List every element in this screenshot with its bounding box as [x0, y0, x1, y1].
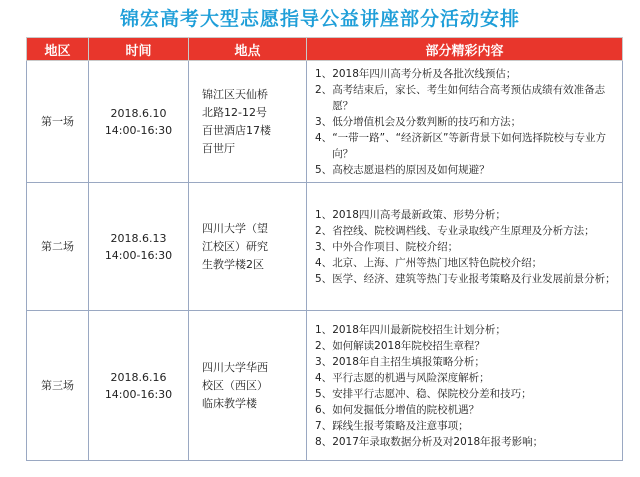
- session-date: 2018.6.10: [110, 106, 167, 120]
- list-item: 3、 2018年自主招生填报策略分析；: [315, 355, 485, 368]
- header-place: 地点: [189, 38, 307, 61]
- session-date: 2018.6.13: [110, 231, 167, 245]
- place-line: 北路12-12号: [202, 105, 267, 119]
- table-row: [27, 61, 623, 183]
- header-area: 地区: [27, 38, 89, 61]
- header-time: 时间: [89, 38, 189, 61]
- place-line: 生教学楼2区: [202, 257, 264, 271]
- list-item: 1、 2018年四川最新院校招生计划分析；: [315, 323, 506, 336]
- session-content: [307, 183, 623, 311]
- place-line: 校区（西区）: [202, 378, 268, 392]
- list-item: 5、 安排平行志愿冲、稳、保院校分差和技巧；: [315, 387, 532, 400]
- list-item: 3、 低分增值机会及分数判断的技巧和方法；: [315, 115, 522, 128]
- list-item: 2、 高考结束后，家长、考生如何结合高考预估成绩有效准备志愿？: [315, 83, 606, 112]
- place-line: 锦江区天仙桥: [202, 87, 268, 101]
- list-item: 4、 北京、上海、广州等热门地区特色院校介绍；: [315, 256, 543, 269]
- session-area: 第一场: [27, 61, 89, 183]
- list-item: 2、 省控线、院校调档线、专业录取线产生原理及分析方法；: [315, 224, 595, 237]
- list-item: 3、 中外合作项目、院校介绍；: [315, 240, 459, 253]
- list-item: 5、 医学、经济、建筑等热门专业报考策略及行业发展前景分析；: [315, 272, 616, 285]
- place-line: 临床教学楼: [202, 396, 257, 410]
- session-time: [89, 183, 189, 311]
- list-item: 7、 踩线生报考策略及注意事项；: [315, 419, 469, 432]
- list-item: 5、 高校志愿退档的原因及如何规避？: [315, 163, 490, 176]
- header-content: 部分精彩内容: [307, 38, 623, 61]
- session-hours: 14:00-16:30: [104, 387, 173, 401]
- list-item: 1、 2018四川高考最新政策、形势分析；: [315, 208, 506, 221]
- session-hours: 14:00-16:30: [104, 248, 173, 262]
- session-hours: 14:00-16:30: [104, 123, 173, 137]
- session-place: [189, 183, 307, 311]
- place-line: 江校区）研究: [202, 239, 268, 253]
- list-item: 8、 2017年录取数据分析及对2018年报考影响；: [315, 435, 544, 448]
- session-content: [307, 61, 623, 183]
- place-line: 四川大学华西: [202, 360, 268, 374]
- session-time: [89, 61, 189, 183]
- list-item: 2、 如何解读2018年院校招生章程？: [315, 339, 485, 352]
- table-header-row: [27, 38, 623, 61]
- place-line: 百世厅: [202, 141, 235, 155]
- list-item: 4、 “一带一路”、“经济新区”等新背景下如何选择院校与专业方向？: [315, 131, 606, 160]
- session-place: [189, 311, 307, 461]
- list-item: 4、 平行志愿的机遇与风险深度解析；: [315, 371, 490, 384]
- session-area: 第二场: [27, 183, 89, 311]
- session-area: 第三场: [27, 311, 89, 461]
- session-date: 2018.6.16: [110, 370, 167, 384]
- place-line: 四川大学（望: [202, 221, 268, 235]
- list-item: 6、 如何发掘低分增值的院校机遇？: [315, 403, 480, 416]
- page-title: 锦宏高考大型志愿指导公益讲座部分活动安排: [119, 8, 520, 30]
- table-row: [27, 311, 623, 461]
- schedule-table: [26, 37, 623, 461]
- table-row: [27, 183, 623, 311]
- session-content: [307, 311, 623, 461]
- place-line: 百世酒店17楼: [202, 123, 271, 137]
- session-place: [189, 61, 307, 183]
- session-time: [89, 311, 189, 461]
- list-item: 1、 2018年四川高考分析及各批次线预估；: [315, 67, 517, 80]
